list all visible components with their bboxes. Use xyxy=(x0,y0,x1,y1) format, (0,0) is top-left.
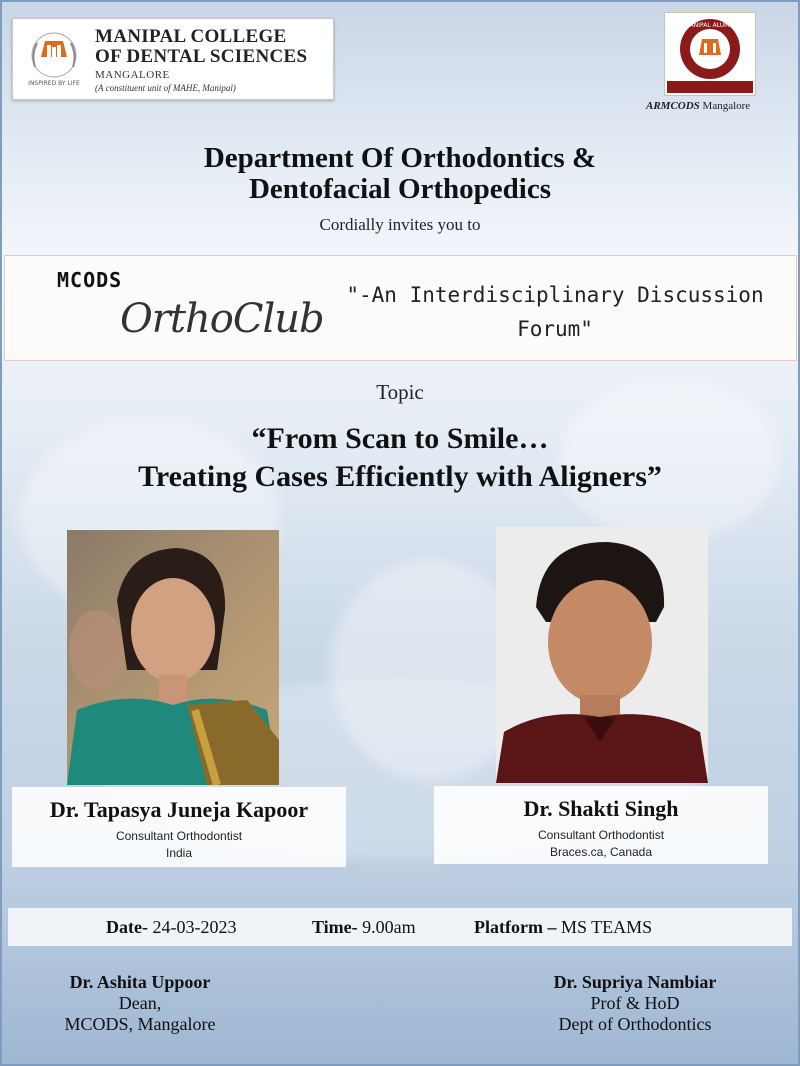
speaker-role: Consultant Orthodontist xyxy=(115,829,243,843)
college-logo xyxy=(12,18,334,100)
mcods-label: MCODS xyxy=(57,268,123,292)
signatory-dean: Dr. Ashita Uppoor Dean, MCODS, Mangalore xyxy=(64,972,216,1034)
event-date: Date- 24-03-2023 xyxy=(106,917,237,937)
invite-text: Cordially invites you to xyxy=(319,215,481,234)
speaker-card xyxy=(434,786,768,864)
college-city: MANGALORE xyxy=(95,69,170,81)
college-name: MANIPAL COLLEGE OF DENTAL SCIENCES xyxy=(95,26,308,67)
alumni-logo xyxy=(664,12,756,96)
event-info-bar xyxy=(8,908,792,946)
forum-banner xyxy=(4,255,797,361)
speaker-name: Dr. Shakti Singh xyxy=(523,796,679,821)
topic-title: “From Scan to Smile… Treating Cases Efficiently with Aligners” xyxy=(138,422,662,493)
alumni-label: ARMCODS Mangalore xyxy=(646,100,751,112)
svg-text:INSPIRED BY LIFE: INSPIRED BY LIFE xyxy=(28,80,80,87)
event-time: Time- 9.00am xyxy=(312,917,416,937)
orthoclub-logo: OrthoClub xyxy=(120,296,324,342)
event-platform: Platform – MS TEAMS xyxy=(474,917,653,937)
speaker-name: Dr. Tapasya Juneja Kapoor xyxy=(49,797,309,822)
speaker-role: Consultant Orthodontist xyxy=(537,828,665,842)
college-subtitle: (A constituent unit of MAHE, Manipal) xyxy=(95,83,236,93)
college-seal-icon xyxy=(23,27,85,89)
svg-text:MANIPAL ALUMNI: MANIPAL ALUMNI xyxy=(684,22,736,29)
speaker-location: Braces.ca, Canada xyxy=(549,845,653,859)
signatory-hod: Dr. Supriya Nambiar Prof & HoD Dept of Orthodontics xyxy=(553,972,717,1034)
topic-label: Topic xyxy=(376,380,424,404)
department-title: Department Of Orthodontics & Dentofacial Orthopedics xyxy=(203,142,597,205)
speaker-photo xyxy=(496,527,708,783)
speaker-card xyxy=(12,787,346,867)
forum-tagline: "-An Interdisciplinary Discussion Forum" xyxy=(346,283,764,341)
speaker-photo xyxy=(67,530,279,785)
speaker-location: India xyxy=(165,846,193,860)
